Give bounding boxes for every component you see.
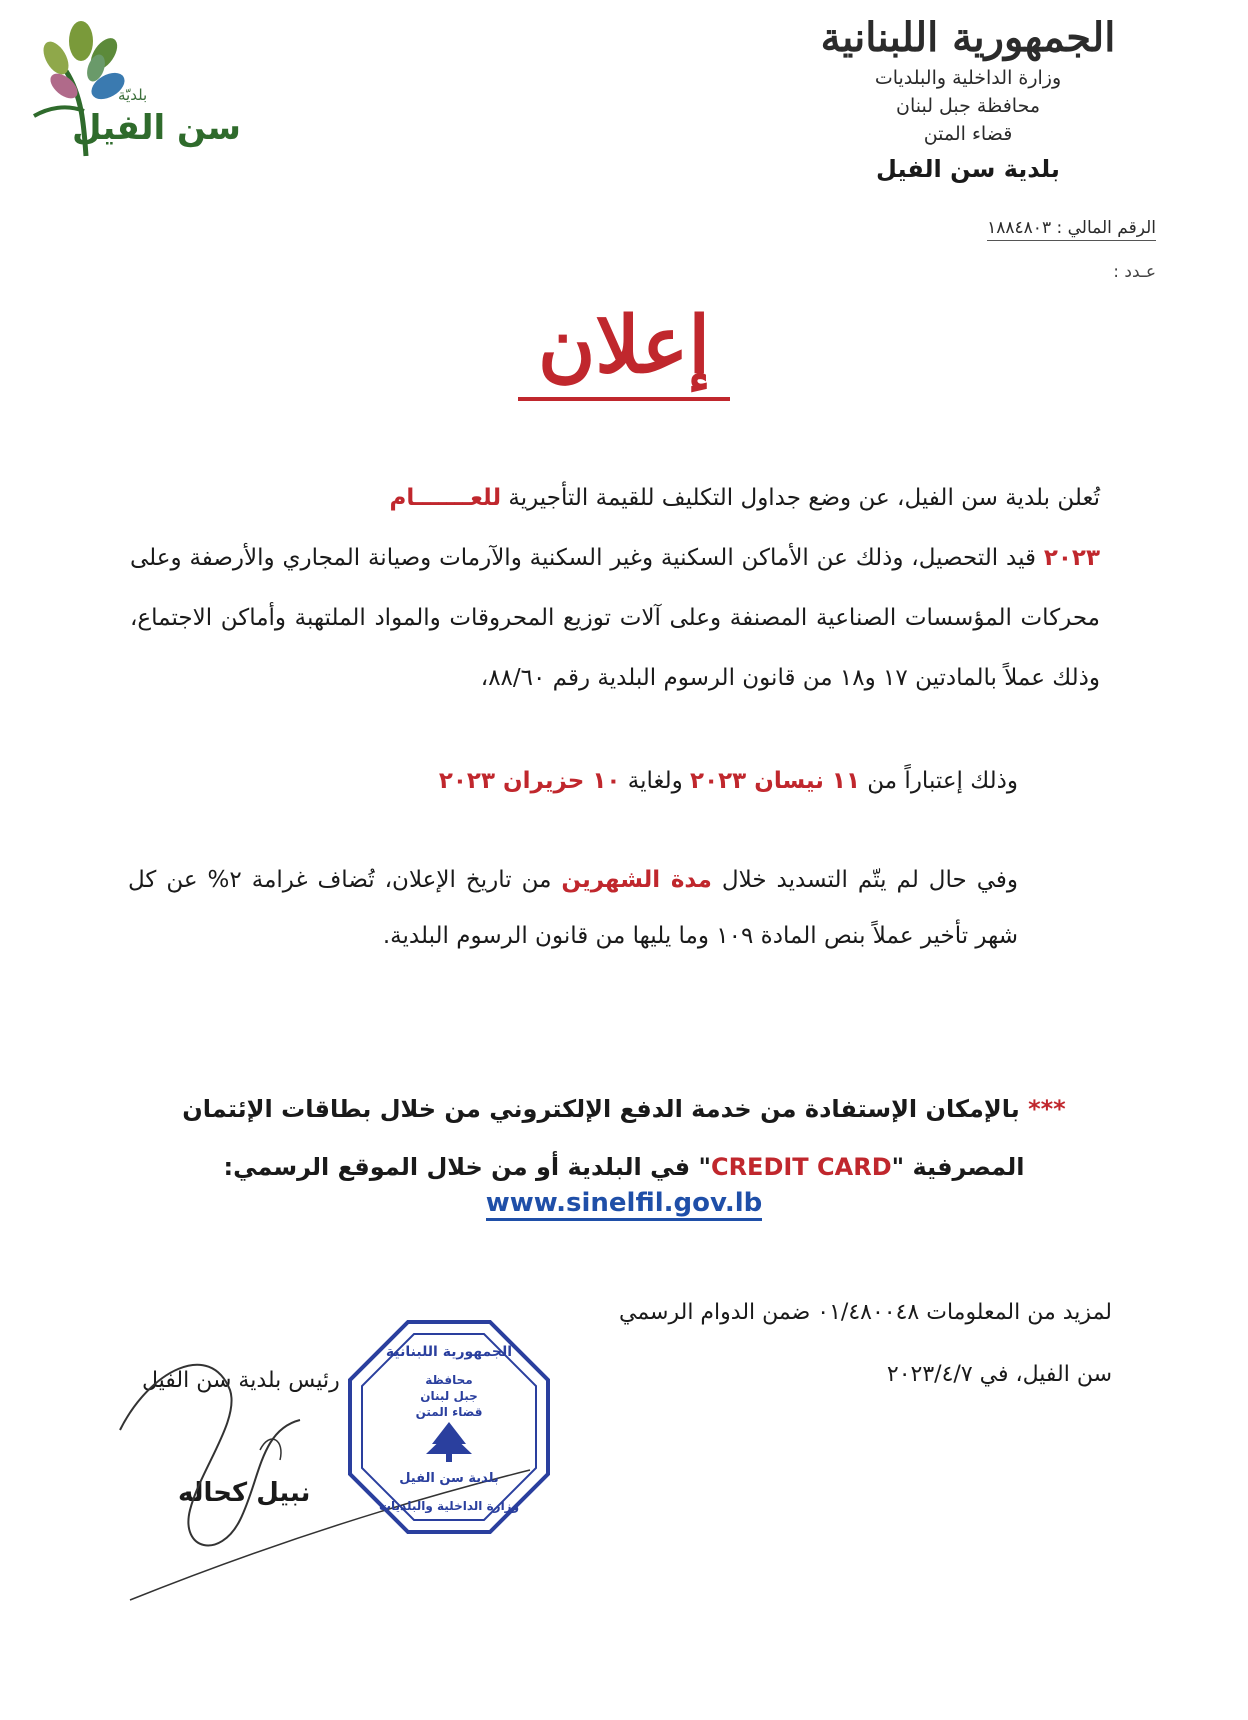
seal-line-1: محافظة [425, 1373, 473, 1387]
contact-info: لمزيد من المعلومات ٠١/٤٨٠٠٤٨ ضمن الدوام الرسمي [619, 1300, 1112, 1325]
signatory-name: نبيل كحاله [178, 1478, 311, 1508]
payment-line-1: بالإمكان الإستفادة من خدمة الدفع الإلكتروني من خلال بطاقات الإئتمان [182, 1095, 1029, 1123]
issue-date: سن الفيل، في ٢٠٢٣/٤/٧ [886, 1362, 1112, 1387]
governorate-line: محافظة جبل لبنان [895, 95, 1041, 117]
period-to: ١٠ حزيران ٢٠٢٣ [438, 768, 621, 794]
year-label: للعـــــــام [389, 485, 502, 511]
republic-heading: الجمهورية اللبنانية [820, 14, 1116, 61]
signatory-title: رئيس بلدية سن الفيل [142, 1368, 340, 1393]
credit-card-label: CREDIT CARD [710, 1153, 892, 1181]
penalty-text-b: من تاريخ الإعلان، تُضاف غرامة ٢% عن كل شهر تأخير عملاً بنص المادة ١٠٩ وما يليها من قانون الرسوم البلدية. [128, 867, 1018, 949]
penalty-period: مدة الشهرين [561, 867, 712, 893]
period-text-b: ولغاية [620, 768, 691, 794]
official-seal [346, 1318, 552, 1536]
municipality-line: بلدية سن الفيل [876, 155, 1060, 183]
penalty-paragraph [128, 852, 1018, 964]
seal-line-3: قضاء المتن [415, 1405, 483, 1419]
title-wrapper [0, 300, 1248, 401]
announcement-paragraph [130, 468, 1100, 708]
payment-note [0, 1080, 1248, 1196]
website-link-wrap [0, 1188, 1248, 1218]
seal-outer-text: وزارة الداخلية والبلديات [378, 1499, 520, 1513]
ministry-line: وزارة الداخلية والبلديات [874, 67, 1062, 89]
stars-marker: *** [1028, 1095, 1066, 1123]
penalty-text-a: وفي حال لم يتّم التسديد خلال [711, 867, 1018, 893]
payment-line-2b: " في البلدية أو من خلال الموقع الرسمي: [223, 1153, 711, 1181]
district-line: قضاء المتن [923, 123, 1013, 145]
logo-municipality-label: بلديّة [118, 86, 148, 104]
payment-line-2a: المصرفية " [891, 1153, 1025, 1181]
paragraph-text-b: قيد التحصيل، وذلك عن الأماكن السكنية وغير السكنية والآرمات وصيانة المجاري والأرصفة وعلى محركات المؤسسات الصناعية المصنفة وعلى آلات توزيع المحروقات والمواد الملتهبة وأماكن الاجتماع، وذلك عملاً بالمادتين ١٧ و١٨ من قانون الرسوم البلدية رقم ٨٨/٦٠، [130, 545, 1100, 691]
paragraph-text-a: تُعلن بلدية سن الفيل، عن وضع جداول التكليف للقيمة التأجيرية [501, 485, 1100, 511]
seal-top-text: الجمهورية اللبنانية [385, 1344, 513, 1360]
period-paragraph [439, 768, 1018, 794]
website-link[interactable]: www.sinelfil.gov.lb [486, 1188, 762, 1221]
cedar-icon [426, 1422, 472, 1462]
seal-municipality-text: بلدية سن الفيل [399, 1471, 499, 1486]
logo-municipality-name: سن الفيل [72, 108, 241, 148]
reference-number-label: عـدد : [1113, 262, 1156, 282]
seal-line-2: جبل لبنان [420, 1389, 478, 1403]
letterhead [778, 14, 1158, 183]
period-text-a: وذلك إعتباراً من [859, 768, 1018, 794]
financial-number: الرقم المالي : ١٨٨٤٨٠٣ [987, 218, 1156, 241]
year-value: ٢٠٢٣ [1043, 545, 1100, 571]
page-title: إعلان [518, 300, 730, 401]
period-from: ١١ نيسان ٢٠٢٣ [690, 768, 860, 794]
